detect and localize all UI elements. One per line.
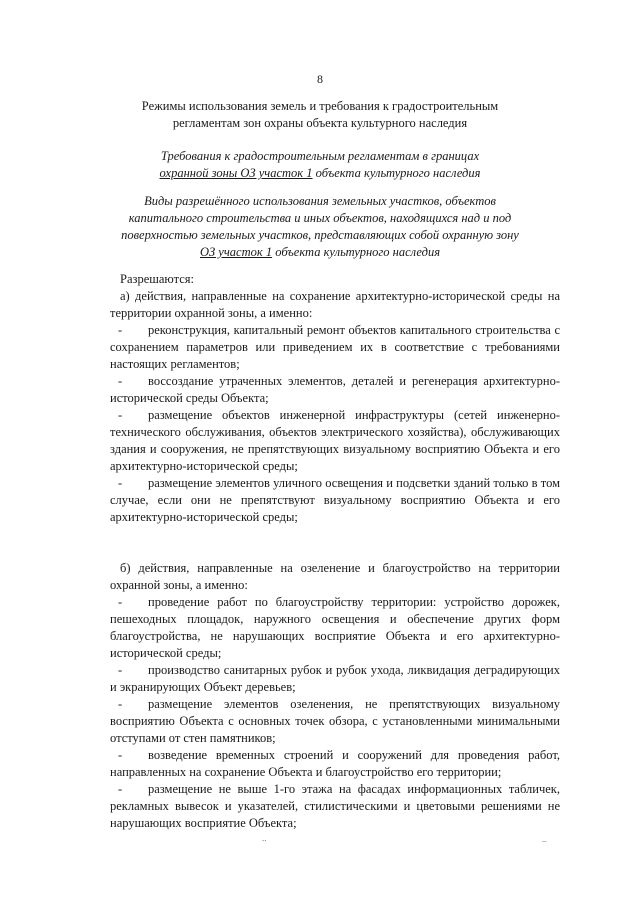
list-dash: -: [118, 748, 123, 762]
subtitle-line-2: [110, 165, 530, 182]
document-body: [110, 271, 560, 832]
list-item: [110, 322, 560, 373]
allowed-label: Разрешаются:: [120, 272, 194, 286]
list-dash: -: [118, 476, 123, 490]
list-item-text: производство санитарных рубок и рубок ухода, ликвидация деградирующих и экранирующих Объект деревьев;: [110, 663, 560, 694]
list-dash: -: [118, 697, 123, 711]
intro-line-1: Виды разрешённого использования земельных участков, объектов: [144, 194, 496, 208]
list-dash: -: [118, 408, 123, 422]
title-line-2: регламентам зон охраны объекта культурного наследия: [172, 116, 468, 130]
list-dash: -: [118, 595, 123, 609]
list-item: [110, 594, 560, 662]
subtitle-line-2-rest: объекта культурного наследия: [312, 166, 481, 180]
footer-scan-mark-right: _: [542, 833, 547, 843]
list-item-text: размещение объектов инженерной инфраструктуры (сетей инженерно- технического обслуживания, объектов электрического хозяйства), обслуживающих здания и сооружения, не препятствующих визуальному восприятию Объекта и его архитектурно-исторической среды;: [110, 408, 560, 473]
list-item: [110, 696, 560, 747]
list-item-text: реконструкция, капитальный ремонт объектов капитального строительства с сохранением параметров или приведением их в соответствие с требованиями настоящих регламентов;: [110, 323, 560, 371]
list-item-text: размещение элементов уличного освещения и подсветки зданий только в том случае, если они не препятствуют визуальному восприятию Объекта и его архитектурно-исторической среды;: [110, 476, 560, 524]
list-item: [110, 373, 560, 407]
list-item-text: воссоздание утраченных элементов, деталей и регенерация архитектурно-исторической среды Объекта;: [110, 374, 560, 405]
list-item-text: возведение временных строений и сооружений для проведения работ, направленных на сохранение Объекта и благоустройство его территории;: [110, 748, 560, 779]
page-number: 8: [317, 72, 323, 86]
section-b-heading: б) действия, направленные на озеленение и благоустройство на территории охранной зоны, а именно:: [110, 561, 560, 592]
list-dash: -: [118, 323, 123, 337]
intro-zone-underlined: ОЗ участок 1: [199, 245, 273, 259]
intro-line-3: поверхностью земельных участков, представляющих собой охранную зону: [121, 228, 519, 242]
list-item-text: размещение элементов озеленения, не препятствующих визуальному восприятию Объекта с основных точек обзора, с установленными минимальными отступами от стен памятников;: [110, 697, 560, 745]
intro-line-2: капитального строительства и иных объектов, находящихся над и под: [128, 211, 512, 225]
section-a-heading: а) действия, направленные на сохранение архитектурно-исторической среды на территории охранной зоны, а именно:: [110, 289, 560, 320]
list-item-text: размещение не выше 1-го этажа на фасадах информационных табличек, рекламных вывесок и указателей, стилистическими и цветовыми решениями не нарушающих восприятие Объекта;: [110, 782, 560, 830]
intro-line-4-rest: объекта культурного наследия: [272, 245, 441, 259]
subtitle-line-1: Требования к градостроительным регламентам в границах: [160, 149, 480, 163]
title-line-1: Режимы использования земель и требования к градостроительным: [141, 99, 499, 113]
usage-intro: [95, 193, 545, 261]
list-dash: -: [118, 782, 123, 796]
intro-line-4: [95, 244, 545, 261]
list-item-text: проведение работ по благоустройству территории: устройство дорожек, пешеходных площадок, наружного освещения и обеспечение других форм благоустройства, не нарушающих восприятие Объекта и его архитектурно-исторической среды;: [110, 595, 560, 660]
section-subtitle: [110, 148, 530, 182]
list-dash: -: [118, 374, 123, 388]
list-item: [110, 407, 560, 475]
section-gap: [110, 526, 560, 560]
list-item: [110, 747, 560, 781]
subtitle-zone-underlined: охранной зоны ОЗ участок 1: [159, 166, 313, 180]
list-item: [110, 662, 560, 696]
list-item: [110, 781, 560, 832]
document-title: [100, 98, 540, 132]
list-item: [110, 475, 560, 526]
footer-scan-mark-left: ..: [262, 833, 267, 843]
list-dash: -: [118, 663, 123, 677]
